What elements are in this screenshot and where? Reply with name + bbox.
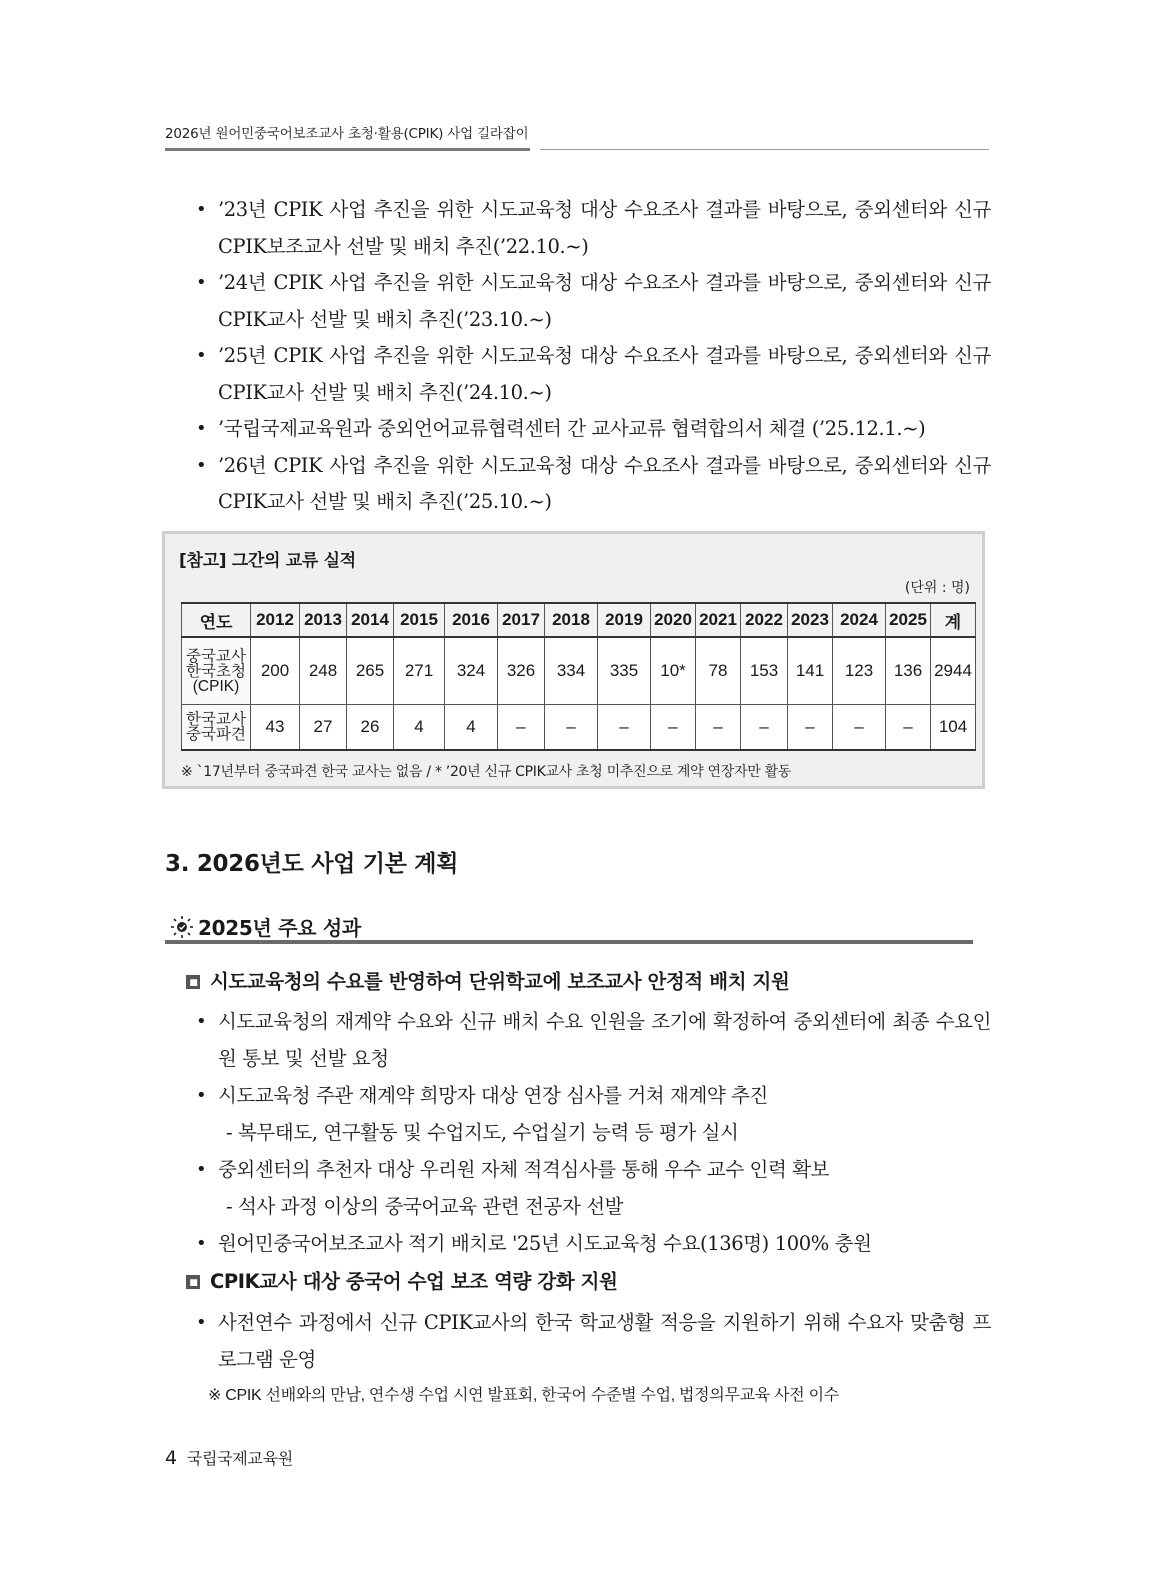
- group-heading: [186, 966, 789, 994]
- row-label-line: 중국교사: [186, 647, 246, 665]
- year-cell: 2015: [394, 603, 445, 637]
- header-rule-thin: [540, 149, 989, 150]
- row-label-line: (CPIK): [192, 677, 240, 695]
- value-cell: 123: [833, 637, 886, 705]
- group-heading-text: 시도교육청의 수요를 반영하여 단위학교에 보조교사 안정적 배치 지원: [210, 970, 790, 993]
- row-label-line: 중국파견: [186, 726, 246, 743]
- year-cell: 2014: [347, 603, 394, 637]
- bullet-text: 시도교육청의 재계약 수요와 신규 배치 수요 인원을 조기에 확정하여 중외센터에 최종 수요인원 통보 및 선발 요청: [218, 1010, 991, 1070]
- value-cell: 335: [598, 637, 651, 705]
- bullet-text: 시도교육청 주관 재계약 희망자 대상 연장 심사를 거쳐 재계약 추진: [218, 1084, 768, 1107]
- row-label-cpik: [182, 637, 251, 705]
- value-cell: –: [498, 705, 545, 751]
- bullet-dot: •: [196, 1011, 207, 1032]
- reference-box: [162, 531, 985, 789]
- bullet-item: [196, 265, 991, 338]
- bullet-dot: •: [196, 272, 207, 293]
- section-note: ※ CPIK 선배와의 만남, 연수생 수업 시연 발표회, 한국어 수준별 수업, 법정의무교육 사전 이수: [208, 1387, 839, 1404]
- bullet-item: [196, 338, 991, 411]
- value-cell: 153: [741, 637, 788, 705]
- square-bullet-icon: [186, 1275, 200, 1289]
- bullet-text: ’24년 CPIK 사업 추진을 위한 시도교육청 대상 수요조사 결과를 바탕으로, 중외센터와 신규 CPIK교사 선발 및 배치 추진(’23.10.~): [218, 271, 991, 331]
- section-title: 3. 2026년도 사업 기본 계획: [165, 851, 459, 877]
- bullet-item: [196, 1077, 991, 1114]
- value-cell: –: [886, 705, 931, 751]
- page-footer: [165, 1446, 293, 1469]
- bullet-text: 원어민중국어보조교사 적기 배치로 '25년 시도교육청 수요(136명) 100% 충원: [218, 1232, 872, 1255]
- value-cell: 26: [347, 705, 394, 751]
- reference-title: [참고] 그간의 교류 실적: [179, 551, 356, 571]
- bullet-item: [196, 192, 991, 265]
- year-cell: 2022: [741, 603, 788, 637]
- page-number: 4: [165, 1447, 177, 1469]
- value-cell: 136: [886, 637, 931, 705]
- total-header: 계: [931, 603, 976, 637]
- value-cell: 326: [498, 637, 545, 705]
- value-cell: –: [833, 705, 886, 751]
- bullet-item: [196, 1304, 991, 1378]
- value-cell: 4: [445, 705, 498, 751]
- subheading-rule: [165, 940, 973, 944]
- row-label-line: 한국교사: [186, 711, 246, 728]
- bullet-item: [196, 1151, 991, 1188]
- value-cell: –: [696, 705, 741, 751]
- value-cell: 265: [347, 637, 394, 705]
- group-1-items: [196, 1003, 991, 1262]
- exchange-table: [181, 602, 976, 751]
- bullet-dot: •: [196, 1159, 207, 1180]
- table-row-dispatch: [182, 705, 976, 751]
- bullet-dot: •: [196, 1312, 207, 1333]
- group-heading: [186, 1266, 618, 1294]
- value-cell: –: [788, 705, 833, 751]
- year-cell: 2013: [300, 603, 347, 637]
- subheading-text: 2025년 주요 성과: [198, 916, 361, 940]
- bullet-item: [196, 1225, 991, 1262]
- value-cell: –: [545, 705, 598, 751]
- value-cell: 271: [394, 637, 445, 705]
- year-cell: 2025: [886, 603, 931, 637]
- value-cell: –: [741, 705, 788, 751]
- bullet-item: [196, 448, 991, 521]
- value-cell: 4: [394, 705, 445, 751]
- bullet-dot: •: [196, 418, 207, 439]
- bullet-dot: •: [196, 1085, 207, 1106]
- bullet-dot: •: [196, 345, 207, 366]
- bullet-text: 중외센터의 추천자 대상 우리원 자체 적격심사를 통해 우수 교수 인력 확보: [218, 1158, 830, 1181]
- row-label-dispatch: [182, 705, 251, 751]
- bullet-dot: •: [196, 454, 207, 476]
- group-heading-text: CPIK교사 대상 중국어 수업 보조 역량 강화 지원: [210, 1270, 618, 1293]
- total-cell: 104: [931, 705, 976, 751]
- header-title: 2026년 원어민중국어보조교사 초청·활용(CPIK) 사업 길라잡이: [165, 126, 529, 142]
- header-rule-thick: [165, 148, 530, 151]
- dash-item: - 복무태도, 연구활동 및 수업지도, 수업실기 능력 등 평가 실시: [226, 1121, 739, 1144]
- value-cell: –: [598, 705, 651, 751]
- year-cell: 2018: [545, 603, 598, 637]
- bullet-item: [196, 1003, 991, 1077]
- value-cell: 200: [251, 637, 300, 705]
- row-label-line: 한국초청: [186, 662, 246, 680]
- value-cell: 248: [300, 637, 347, 705]
- top-bullet-list: [196, 192, 991, 521]
- dash-item: - 석사 과정 이상의 중국어교육 관련 전공자 선발: [226, 1195, 624, 1218]
- reference-unit: (단위 : 명): [904, 580, 970, 596]
- square-bullet-icon: [186, 975, 200, 989]
- year-cell: 2024: [833, 603, 886, 637]
- value-cell: 43: [251, 705, 300, 751]
- year-cell: 2020: [651, 603, 696, 637]
- total-cell: 2944: [931, 637, 976, 705]
- value-cell: 334: [545, 637, 598, 705]
- year-cell: 2019: [598, 603, 651, 637]
- year-cell: 2012: [251, 603, 300, 637]
- bullet-item: [196, 411, 991, 448]
- value-cell: 27: [300, 705, 347, 751]
- bullet-dot: •: [196, 199, 207, 220]
- value-cell: 141: [788, 637, 833, 705]
- table-row-cpik: [182, 637, 976, 705]
- value-cell: 78: [696, 637, 741, 705]
- bullet-text: ’25년 CPIK 사업 추진을 위한 시도교육청 대상 수요조사 결과를 바탕으로, 중외센터와 신규 CPIK교사 선발 및 배치 추진(’24.10.~): [218, 344, 991, 404]
- bullet-text: ’국립국제교육원과 중외언어교류협력센터 간 교사교류 협력합의서 체결 (’25.12.1.~): [218, 417, 926, 440]
- year-cell: 2016: [445, 603, 498, 637]
- bullet-text: 사전연수 과정에서 신규 CPIK교사의 한국 학교생활 적응을 지원하기 위해 수요자 맞춤형 프로그램 운영: [218, 1311, 991, 1371]
- value-cell: –: [651, 705, 696, 751]
- table-header-row: [182, 603, 976, 637]
- bullet-text: ’23년 CPIK 사업 추진을 위한 시도교육청 대상 수요조사 결과를 바탕으로, 중외센터와 신규 CPIK보조교사 선발 및 배치 추진(’22.10.~): [218, 198, 991, 258]
- group-2-items: [196, 1304, 991, 1378]
- value-cell: 10*: [651, 637, 696, 705]
- reference-note: ※ `17년부터 중국파견 한국 교사는 없음 / * ’20년 신규 CPIK교사 초청 미추진으로 계약 연장자만 활동: [181, 764, 792, 780]
- year-cell: 2023: [788, 603, 833, 637]
- year-cell: 2021: [696, 603, 741, 637]
- year-header: 연도: [182, 603, 251, 637]
- year-cell: 2017: [498, 603, 545, 637]
- value-cell: 324: [445, 637, 498, 705]
- bullet-dot: •: [196, 1233, 207, 1254]
- bullet-text: ’26년 CPIK 사업 추진을 위한 시도교육청 대상 수요조사 결과를 바탕으로, 중외센터와 신규 CPIK교사 선발 및 배치 추진(’25.10.~): [218, 453, 991, 513]
- footer-org: 국립국제교육원: [186, 1449, 293, 1468]
